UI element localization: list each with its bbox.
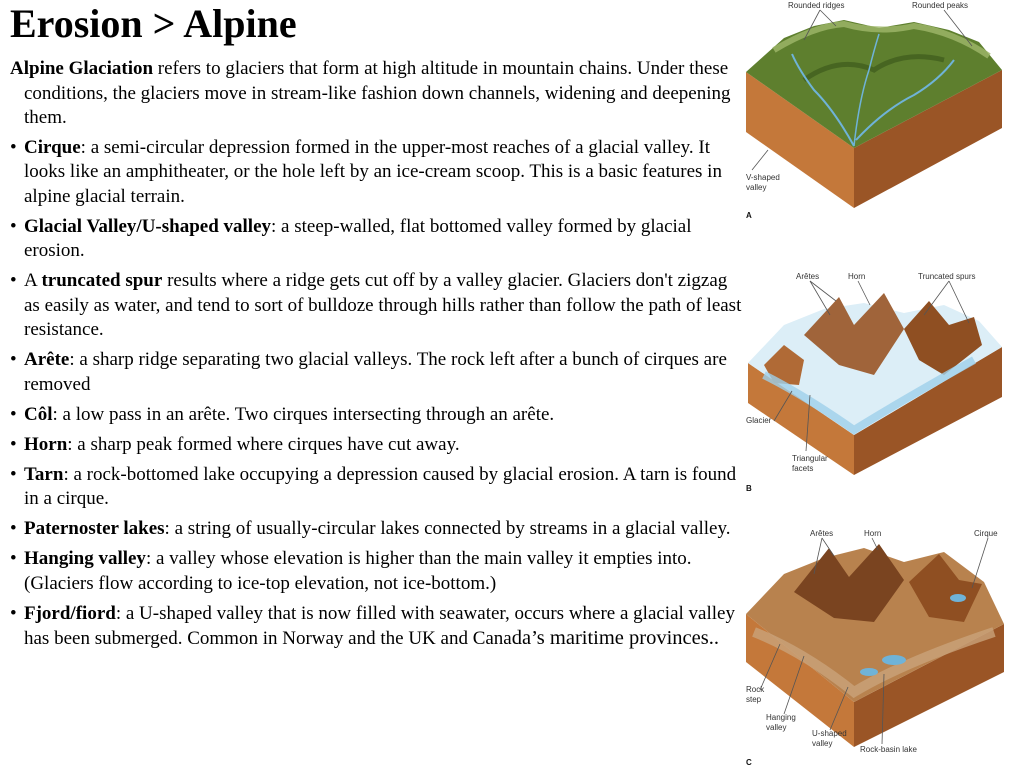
- label-aretes: Arêtes: [796, 272, 820, 281]
- term: Glacial Valley/U-shaped valley: [24, 215, 272, 237]
- definition-item-truncated-spur: • A truncated spur results where a ridge gets cut off by a valley glacier. Glaciers don't zigzag as easily as water, and tend to sort of bulldoze through hills rather than follow the path of least resistance.: [10, 270, 742, 340]
- label-glacier: Glacier: [746, 416, 772, 425]
- definition-list: [10, 136, 742, 652]
- term: Horn: [24, 433, 68, 455]
- term: Tarn: [24, 463, 64, 485]
- definition: : a steep-walled, flat bottomed valley formed by glacial erosion.: [24, 215, 692, 261]
- definition-item-paternoster-lakes: [10, 517, 742, 542]
- text-body: [10, 57, 742, 657]
- label-horn: Horn: [848, 272, 866, 281]
- label-truncated-spurs: Truncated spurs: [918, 272, 976, 281]
- figure-letter: B: [746, 484, 752, 493]
- definition: : a semi-circular depression formed in the upper-most reaches of a glacial valley. It looks like an amphitheater, or the hole left by an ice-cream scoop. This is a basic features in alpine glacial terrain.: [24, 136, 722, 207]
- definition-tail: da’s maritime provinces..: [511, 627, 719, 649]
- label-rounded-peaks: Rounded peaks: [912, 1, 969, 10]
- bullet-icon: •: [10, 433, 17, 455]
- figure-a-rounded-landscape: [744, 0, 1006, 222]
- label-v-shaped-valley: valley: [746, 183, 767, 192]
- label-triangular-facets: facets: [792, 464, 814, 473]
- figure-letter: C: [746, 758, 752, 767]
- term: truncated spur: [41, 270, 163, 291]
- definition: : a sharp peak formed where cirques have cut away.: [67, 433, 460, 455]
- definition: : a low pass in an arête. Two cirques intersecting through an arête.: [52, 403, 555, 425]
- definition: : a sharp ridge separating two glacial valleys. The rock left after a bunch of cirques are removed: [24, 349, 727, 395]
- leader-line: [752, 150, 768, 170]
- intro-paragraph: [10, 57, 742, 131]
- label-hanging-valley: Hanging: [766, 713, 796, 722]
- definition-item-fjord: [10, 602, 742, 652]
- definition-item-tarn: [10, 463, 742, 512]
- label-rock-step: Rock: [746, 685, 765, 694]
- intro-text: refers to glaciers that form at high altitude in mountain chains. Under these conditions, the glaciers move in stream-like fashion down channels, widening and deepening them.: [24, 58, 731, 128]
- label-hanging-valley: valley: [766, 723, 787, 732]
- bullet-icon: •: [10, 349, 17, 370]
- bullet-icon: •: [10, 463, 17, 485]
- leader-line: [872, 538, 878, 550]
- label-v-shaped-valley: V-shaped: [746, 173, 780, 182]
- rock-basin-lake: [860, 668, 878, 676]
- definition-item-arete: [10, 348, 742, 397]
- label-rock-step: step: [746, 695, 762, 704]
- label-rock-basin-lake: Rock-basin lake: [860, 745, 917, 754]
- definition: : a U-shaped valley that is now filled with seawater, occurs where a glacial valley has been submerged. Common in Norway and the UK and Cana: [24, 602, 735, 649]
- bullet-icon: •: [10, 403, 17, 425]
- bullet-icon: •: [10, 548, 17, 569]
- definition: : a string of usually-circular lakes connected by streams in a glacial valley.: [164, 518, 731, 539]
- term: Côl: [24, 403, 53, 425]
- label-u-shaped-valley: valley: [812, 739, 833, 748]
- page-title: Erosion > Alpine: [10, 1, 297, 46]
- label-rounded-ridges: Rounded ridges: [788, 1, 845, 10]
- figure-letter: A: [746, 211, 752, 220]
- definition: : a rock-bottomed lake occupying a depression caused by glacial erosion. A tarn is found in a cirque.: [24, 463, 737, 509]
- term: Fjord/fiord: [24, 602, 116, 624]
- term: Paternoster lakes: [24, 518, 165, 539]
- intro-term: Alpine Glaciation: [10, 58, 154, 79]
- label-u-shaped-valley: U-shaped: [812, 729, 847, 738]
- definition-item-hanging-valley: [10, 547, 742, 596]
- tarn-lake: [950, 594, 966, 602]
- term: Hanging valley: [24, 548, 146, 569]
- label-cirque: Cirque: [974, 529, 998, 538]
- definition-item-glacial-valley: [10, 215, 742, 264]
- leader-line: [810, 281, 830, 315]
- bullet-icon: •: [10, 518, 17, 539]
- bullet-icon: •: [10, 136, 17, 158]
- bullet-icon: •: [10, 215, 17, 237]
- term: Arête: [24, 349, 70, 370]
- bullet-icon: •: [10, 270, 17, 291]
- label-triangular-facets: Triangular: [792, 454, 828, 463]
- definition-item-horn: [10, 433, 742, 458]
- definition: : a valley whose elevation is higher than the main valley it empties into. (Glaciers flow according to ice-top elevation, not ice-bottom.): [24, 548, 692, 594]
- figure-c-postglacial-landscape: [744, 522, 1006, 768]
- label-horn: Horn: [864, 529, 882, 538]
- figure-b-glaciated-landscape: [744, 265, 1006, 493]
- definition-item-col: [10, 403, 742, 428]
- leader-line: [810, 281, 836, 301]
- leader-line: [858, 281, 870, 305]
- rock-basin-lake: [882, 655, 906, 665]
- label-aretes: Arêtes: [810, 529, 834, 538]
- definition-item-cirque: [10, 136, 742, 210]
- bullet-icon: •: [10, 602, 17, 624]
- term: Cirque: [24, 136, 81, 158]
- definition: results where a ridge gets cut off by a valley glacier. Glaciers don't zigzag as easily as water, and tend to sort of bulldoze through hills rather than follow the path of least resistance.: [24, 270, 742, 340]
